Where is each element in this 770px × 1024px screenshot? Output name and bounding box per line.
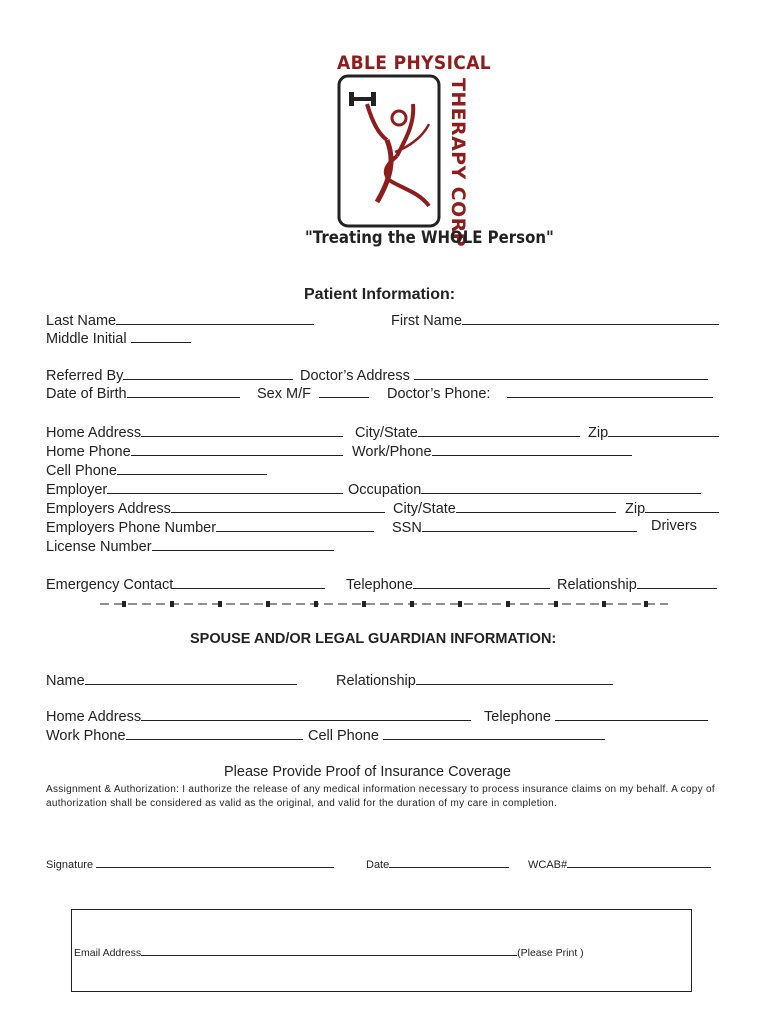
employer-zip-field[interactable] xyxy=(625,499,719,517)
home-address-label: Home Address xyxy=(46,425,142,441)
middle-initial-field[interactable] xyxy=(46,329,191,347)
first-name-field[interactable] xyxy=(391,311,719,329)
work-phone-field[interactable] xyxy=(352,442,632,460)
home-address-field[interactable] xyxy=(46,423,343,441)
referred-by-label: Referred By xyxy=(46,368,124,384)
employers-phone-field[interactable] xyxy=(46,518,374,536)
home-phone-label: Home Phone xyxy=(46,444,131,460)
spouse-cell-phone-label: Cell Phone xyxy=(308,728,379,744)
email-address-label: Email Address xyxy=(74,947,142,959)
home-phone-field[interactable] xyxy=(46,442,343,460)
license-number-field[interactable] xyxy=(46,537,334,555)
logo-tagline: "Treating the WHOLE Person" xyxy=(305,228,554,248)
emergency-telephone-label: Telephone xyxy=(346,577,413,593)
work-phone-label: Work/Phone xyxy=(352,444,432,460)
wcab-label: WCAB# xyxy=(528,859,568,871)
occupation-field[interactable] xyxy=(348,480,701,498)
logo-title: ABLE PHYSICAL xyxy=(337,52,492,74)
referred-by-field[interactable] xyxy=(46,366,293,384)
zip-field[interactable] xyxy=(588,423,719,441)
email-address-field[interactable] xyxy=(74,945,584,959)
spouse-telephone-field[interactable] xyxy=(484,707,708,725)
emergency-contact-field[interactable] xyxy=(46,575,325,593)
spouse-home-address-label: Home Address xyxy=(46,709,142,725)
last-name-label: Last Name xyxy=(46,313,117,329)
employer-city-state-label: City/State xyxy=(393,501,456,517)
doctors-phone-label: Doctor’s Phone: xyxy=(387,386,491,402)
patient-info-heading: Patient Information: xyxy=(304,286,456,303)
first-name-label: First Name xyxy=(391,313,462,329)
signature-label: Signature xyxy=(46,859,94,871)
section-divider xyxy=(100,599,668,609)
spouse-work-phone-field[interactable] xyxy=(46,726,303,744)
spouse-home-address-field[interactable] xyxy=(46,707,471,725)
spouse-work-phone-label: Work Phone xyxy=(46,728,126,744)
emergency-contact-label: Emergency Contact xyxy=(46,577,174,593)
spouse-cell-phone-field[interactable] xyxy=(308,726,605,744)
spouse-relationship-field[interactable] xyxy=(336,671,613,689)
authorization-text: Assignment & Authorization: I authorize the release of any medical information necessary to process insurance claims on my behalf. A copy of authorization shall be considered as valid as the original, and valid for the duration of my care in completion. xyxy=(46,784,715,809)
employer-field[interactable] xyxy=(46,480,343,498)
employer-city-state-field[interactable] xyxy=(393,499,616,517)
emergency-telephone-field[interactable] xyxy=(346,575,550,593)
emergency-relationship-label: Relationship xyxy=(557,577,637,593)
cell-phone-label: Cell Phone xyxy=(46,463,117,479)
employers-phone-label: Employers Phone Number xyxy=(46,520,217,536)
license-number-label: License Number xyxy=(46,539,152,555)
date-of-birth-field[interactable] xyxy=(46,384,240,402)
sex-label: Sex M/F xyxy=(257,386,311,402)
logo-vertical-text: THERAPY CORP xyxy=(447,78,469,247)
wcab-field[interactable] xyxy=(528,857,711,871)
employer-zip-label: Zip xyxy=(625,501,646,517)
occupation-label: Occupation xyxy=(348,482,422,498)
insurance-heading: Please Provide Proof of Insurance Coverage xyxy=(224,764,511,780)
employer-label: Employer xyxy=(46,482,108,498)
date-field[interactable] xyxy=(366,857,509,871)
city-state-label: City/State xyxy=(355,425,418,441)
cell-phone-field[interactable] xyxy=(46,461,267,479)
date-of-birth-label: Date of Birth xyxy=(46,386,127,402)
employers-address-label: Employers Address xyxy=(46,501,171,517)
last-name-field[interactable] xyxy=(46,311,314,329)
spouse-heading: SPOUSE AND/OR LEGAL GUARDIAN INFORMATION: xyxy=(190,631,557,647)
please-print-note: (Please Print ) xyxy=(517,947,584,959)
spouse-name-label: Name xyxy=(46,673,85,689)
zip-label: Zip xyxy=(588,425,609,441)
drivers-label: Drivers xyxy=(651,518,697,534)
sex-field[interactable] xyxy=(257,384,369,402)
city-state-field[interactable] xyxy=(355,423,580,441)
doctors-address-label: Doctor’s Address xyxy=(300,368,410,384)
emergency-relationship-field[interactable] xyxy=(557,575,717,593)
spouse-name-field[interactable] xyxy=(46,671,297,689)
ssn-field[interactable] xyxy=(392,518,637,536)
middle-initial-label: Middle Initial xyxy=(46,331,127,347)
ssn-label: SSN xyxy=(392,520,422,536)
doctors-phone-field[interactable] xyxy=(387,384,713,402)
logo-figure-icon xyxy=(335,74,445,234)
signature-field[interactable] xyxy=(46,857,334,871)
spouse-relationship-label: Relationship xyxy=(336,673,416,689)
date-label: Date xyxy=(366,859,390,871)
employers-address-field[interactable] xyxy=(46,499,385,517)
spouse-telephone-label: Telephone xyxy=(484,709,551,725)
doctors-address-field[interactable] xyxy=(300,366,708,384)
